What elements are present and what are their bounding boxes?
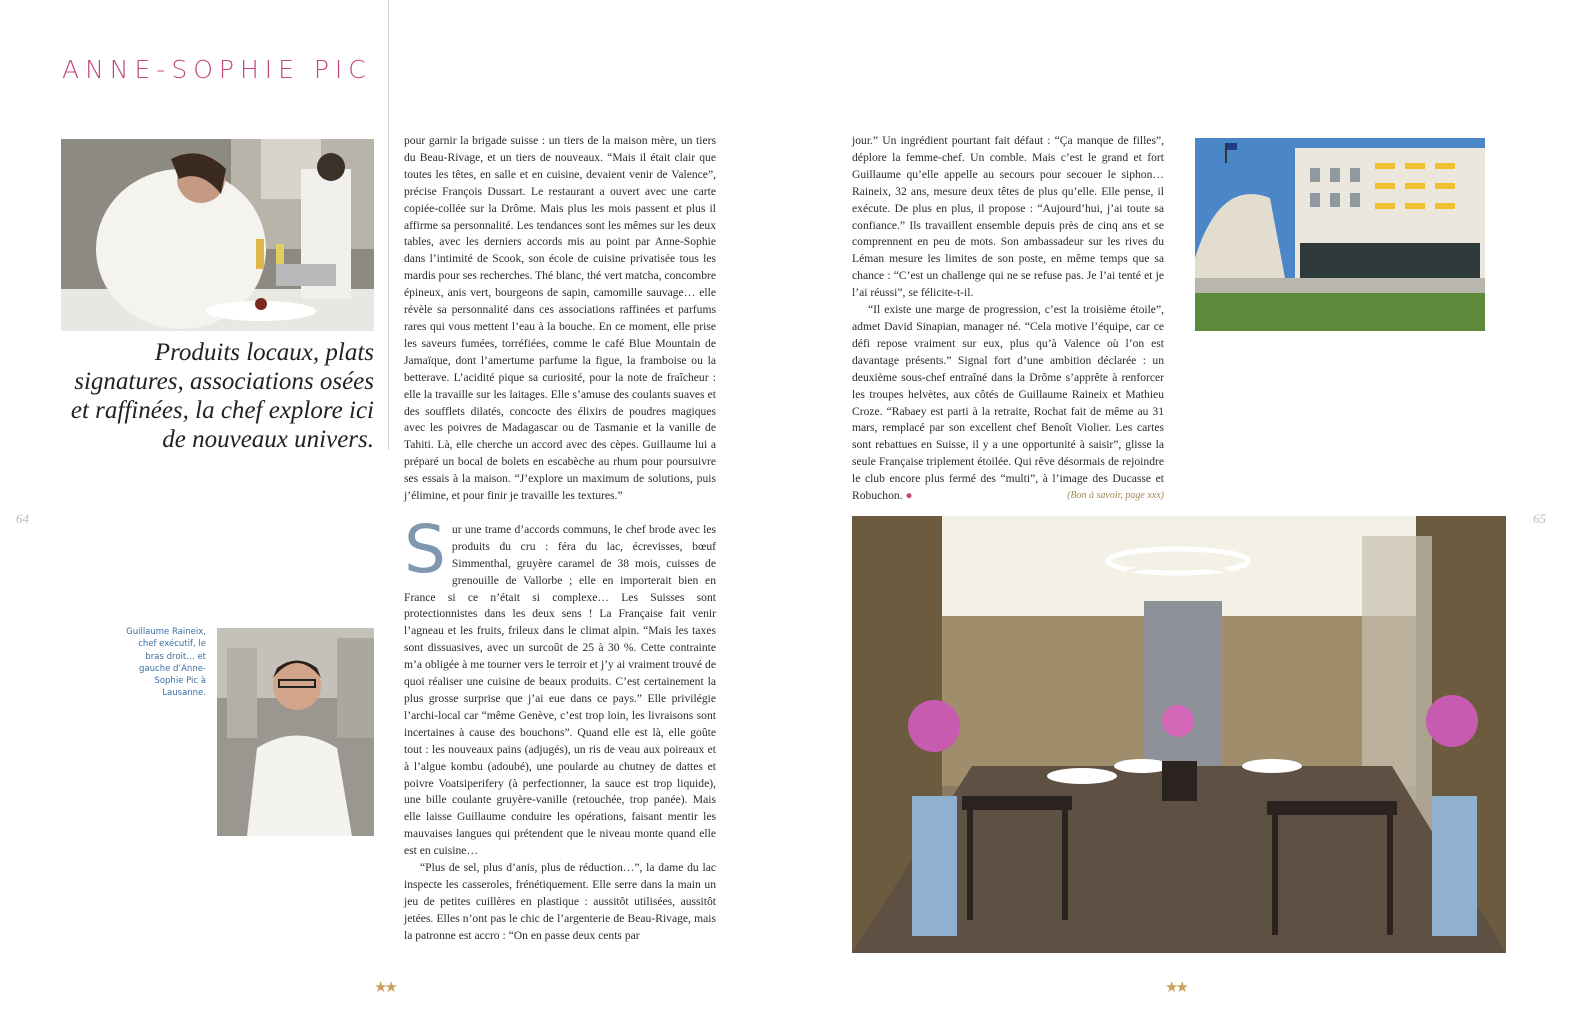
stars-ornament-left: ★★ bbox=[374, 980, 395, 996]
pull-quote-rule bbox=[388, 338, 389, 450]
dining-room-photo bbox=[852, 516, 1506, 953]
hotel-exterior-photo bbox=[1195, 138, 1485, 331]
photo-caption: Guillaume Raineix, chef exécutif, le bras droit… et gauche d’Anne-Sophie Pic à Lausanne. bbox=[126, 627, 206, 699]
stars-ornament-right: ★★ bbox=[1165, 980, 1186, 996]
text-column-2 bbox=[852, 133, 1164, 505]
paragraph-2 bbox=[404, 510, 716, 860]
text-column-1 bbox=[404, 133, 716, 945]
guillaume-raineix-photo bbox=[217, 628, 374, 836]
reference-note: (Bon à savoir, page xxx) bbox=[1067, 490, 1164, 502]
paragraph-2-text: ur une trame d’accords communs, le chef brode avec les produits du cru : féra du lac, écrevisses, bœuf Simmenthal, gruyère caramel de 38 mois, cuisses de grenouille de Vallorbe ; elle en importerait bien en France si ce n’était si complexe… Les Suisses sont protectionnistes dans les deux sens ! La Française fait venir l’agneau et les fruits, frileux dans le climat alpin. “Mais les taxes sont dissuasives, avec un surcoût de 25 à 30 %. Cette contrainte m’a obligée à me tourner vers le terroir et j’y ai vraiment trouvé de quoi réaliser une cuisine de beaux produits. C’est certainement la plus grosse surprise que j’ai eue dans ce pays.” Elle privilégie l’archi-local car “même Genève, c’est trop loin, les livraisons sont incertaines à cause des bouchons”. Quand elle est là, elle goûte tout : les nouveaux pains (adjugés), un ris de veau aux poireaux et à l’algue kombu (adoubé), une poularde au chutney de dattes et poivre Voatsiperifery (à perfectionner, la sauce est trop liquide), une bille coulante gruyère-vanille (retouchée, trop panée). Mais elle laisse Guillaume conduire les opérations, faisant mentir les mauvaises langues qui prétendent que le niveau monte quand elle est en cuisine… bbox=[404, 522, 716, 858]
chef-plating-photo bbox=[61, 139, 374, 331]
dropcap-letter: S bbox=[404, 510, 446, 588]
article-title: ANNE-SOPHIE PIC bbox=[62, 55, 372, 84]
paragraph-5 bbox=[852, 302, 1164, 505]
end-mark: ● bbox=[905, 489, 913, 503]
paragraph-4: jour.” Un ingrédient pourtant fait défaut : “Ça manque de filles”, déplore la femme-chef. Un comble. Mais c’est le grand et fort Guillaume qu’elle appelle au secours pour secouer le siphon… Raineix, 32 ans, mesure deux têtes de plus qu’elle. Elle pense, il exécute. De plus en plus, il propose : “Aujourd’hui, j’ai toute sa confiance.” Ils travaillent ensemble depuis près de cinq ans et se comprennent en peu de mots. Son ambassadeur sur les rives du Léman mesure les limites de son poste, en même temps que sa chance : “C’est un challenge qui ne se refuse pas. Je l’ai tenté et je l’ai réussi”, se félicite-t-il. bbox=[852, 134, 1164, 300]
pull-quote: Produits locaux, plats signatures, associations osées et raffinées, la chef explore ici de nouveaux univers. bbox=[70, 339, 374, 453]
paragraph-1: pour garnir la brigade suisse : un tiers de la maison mère, un tiers du Beau-Rivage, et un tiers de nouveaux. “Mais il était clair que toutes les têtes, en salle et en cuisine, devaient venir de Valence”, précise François Dussart. Le restaurant a ouvert avec une carte copiée-collée sur la Drôme. Mais plus les mois passent et plus il affirme sa personnalité. Les tendances sont les mêmes sur les deux tables, avec les derniers accords mis au point par Anne-Sophie dans l’intimité de Scook, son école de cuisine privatisée tous les mardis pour ses recherches. Thé blanc, thé vert matcha, concombre épineux, anis vert, bourgeons de sapin, camomille sauvage… elle révèle sa personnalité dans ces associations raffinées et parfums rares qui vous mettent l’eau à la bouche. En ce moment, elle prise les saveurs fumées, torréfiées, comme le café Blue Mountain de Jamaïque, dont l’amertume parfume la figue, la framboise ou la betterave. L’acidité pique sa curiosité, pour la note de fraîcheur : elle la travaille sur les laitages. Elle s’amuse des coulants suaves et des soufflets dilatés, concocte des élixirs de poudres magiques avec les poivres de Madagascar ou de Tasmanie et la vanille de Tahiti. Là, elle cherche un accord avec des cèpes. Guillaume lui a préparé un bocal de bolets en escabèche au rhum pour poursuivre ses essais à la maison. “J’explore un maximum de solutions, puis j’élimine, et pour finir je travaille les textures.” bbox=[404, 134, 716, 503]
page-number-right: 65 bbox=[1533, 511, 1546, 526]
paragraph-3: “Plus de sel, plus d’anis, plus de réduction…”, la dame du lac inspecte les casseroles, frénétiquement. Elle serre dans la main un jeu de petites cuillères en plastique : aussitôt utilisées, aussitôt jetées. Elles n’ont pas le chic de l’argenterie de Beau-Rivage, mais la patronne est accro : “On en passe deux cents par bbox=[404, 861, 716, 942]
page-number-left: 64 bbox=[16, 511, 29, 526]
paragraph-5-text: “Il existe une marge de progression, c’est la troisième étoile”, admet David Sinapian, manager né. “Cela motive l’équipe, car ce défi repose vraiment sur eux, plus qu’à Valence où l’on est davantage présents.” Signal fort d’une ambition déclarée : un deuxième sous-chef entraîné dans la Drôme s’apprête à renforcer les troupes helvètes, aux côtés de Guillaume Raineix et Mathieu Croze. “Rabaey est parti à la retraite, Rochat fait de même au 31 mars, remplacé par son excellent chef Benoît Violier. Les cartes sont rebattues en Suisse, il y a une opportunité à saisir”, glisse la seule Française triplement étoilée. Qui rêve désormais de rejoindre le club encore plus fermé des “multi”, à l’image des Ducasse et Robuchon. bbox=[852, 303, 1164, 503]
